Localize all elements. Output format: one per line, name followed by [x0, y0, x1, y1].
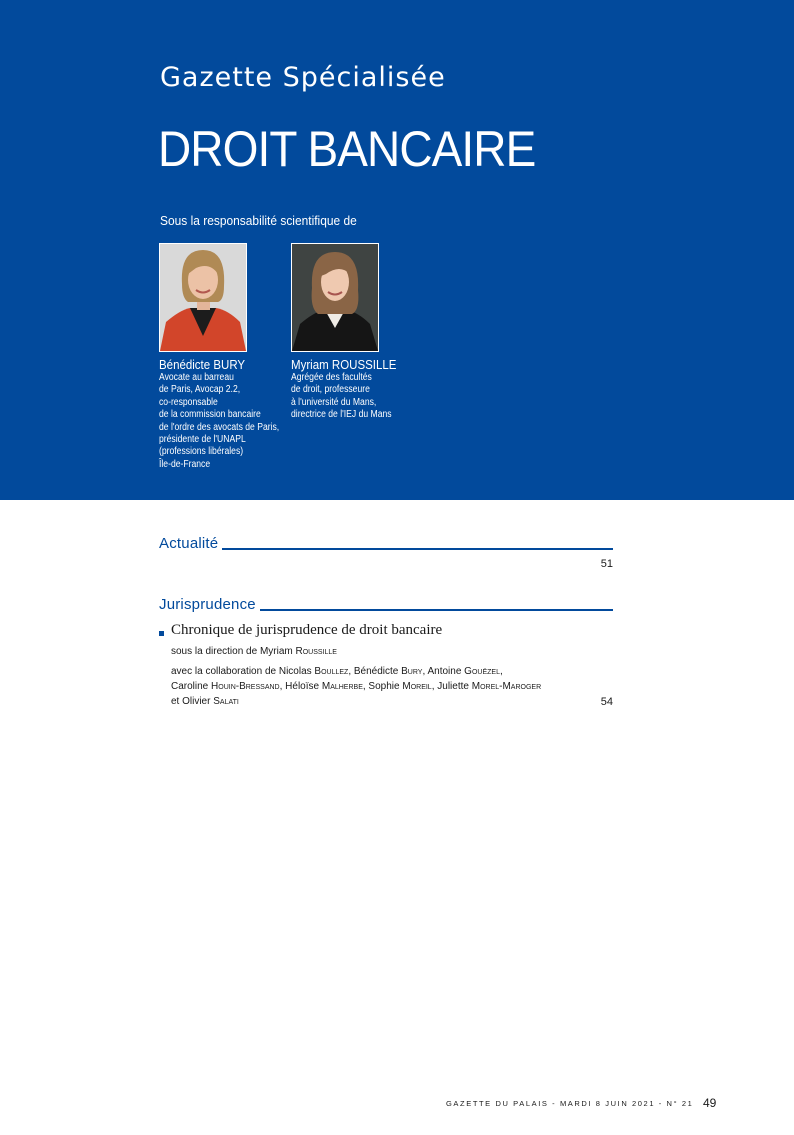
portrait-photo-roussille [291, 243, 379, 352]
person-bury [159, 243, 309, 471]
description-line: co-responsable [159, 396, 218, 408]
portrait-photo-bury [159, 243, 247, 352]
description-line: Avocate au barreau [159, 372, 234, 383]
description-line: de la commission bancaire [159, 409, 261, 421]
collaboration-line-1 [171, 666, 503, 677]
collaborator-name: Gouëzel [464, 666, 500, 677]
section-title: Jurisprudence [159, 596, 256, 613]
collaborator-name: Salati [213, 696, 239, 707]
section-jurisprudence-header [159, 591, 613, 613]
bullet-icon [159, 631, 164, 636]
collab-text: , Juliette [431, 681, 472, 692]
collaboration-line-2 [171, 681, 541, 692]
person-roussille [291, 243, 441, 422]
jurisprudence-page-number: 54 [600, 696, 613, 708]
direction-line [171, 646, 337, 657]
person-description [291, 372, 420, 422]
responsibility-label: Sous la responsabilité scientifique de [160, 213, 357, 228]
person-name: Myriam ROUSSILLE [291, 358, 397, 372]
person-description [159, 372, 288, 471]
description-line: présidente de l'UNAPL [159, 434, 246, 446]
section-rule [222, 548, 613, 550]
collaborator-name: Moreil [402, 681, 432, 692]
description-line: Agrégée des facultés [291, 372, 372, 383]
description-line: (professions libérales) [159, 446, 244, 458]
collaborator-name: Houin-Bressand [211, 681, 280, 692]
section-title: Actualité [159, 535, 219, 552]
collaborator-name: Bury [401, 666, 423, 677]
collab-text: avec la collaboration de Nicolas [171, 666, 315, 677]
description-line: à l'université du Mans, [291, 396, 377, 408]
actualite-page-number: 51 [600, 558, 613, 570]
description-line: directrice de l'IEJ du Mans [291, 409, 392, 421]
description-line: de droit, professeure [291, 384, 370, 396]
description-line: de Paris, Avocap 2.2, [159, 384, 241, 396]
footer-page-number: 49 [703, 1096, 717, 1110]
collaborator-name: Boullez [314, 666, 349, 677]
collab-text: , Héloïse [279, 681, 322, 692]
collab-text: , [499, 666, 503, 677]
collab-text: Caroline [171, 681, 212, 692]
direction-prefix: sous la direction de Myriam [171, 646, 296, 657]
description-line: de l'ordre des avocats de Paris, [159, 421, 280, 433]
description-line: Île-de-France [159, 458, 211, 470]
person-name: Bénédicte BURY [159, 358, 246, 372]
collab-text: , Antoine [422, 666, 465, 677]
gazette-label: Gazette Spécialisée [160, 62, 446, 93]
footer-publication: GAZETTE DU PALAIS - MARDI 8 JUIN 2021 - N° 21 [446, 1099, 694, 1108]
section-actualite-header [159, 530, 613, 552]
collab-text: , Sophie [362, 681, 403, 692]
page-title: DROIT BANCAIRE [158, 121, 536, 177]
collaborator-name: Malherbe [321, 681, 363, 692]
collab-text: et Olivier [171, 696, 214, 707]
item-title: Chronique de jurisprudence de droit bancaire [171, 622, 443, 638]
direction-name: Roussille [295, 646, 337, 657]
collab-text: , Bénédicte [348, 666, 402, 677]
collaboration-line-3 [171, 696, 239, 707]
section-rule [260, 609, 613, 611]
collaborator-name: Morel-Maroger [471, 681, 542, 692]
